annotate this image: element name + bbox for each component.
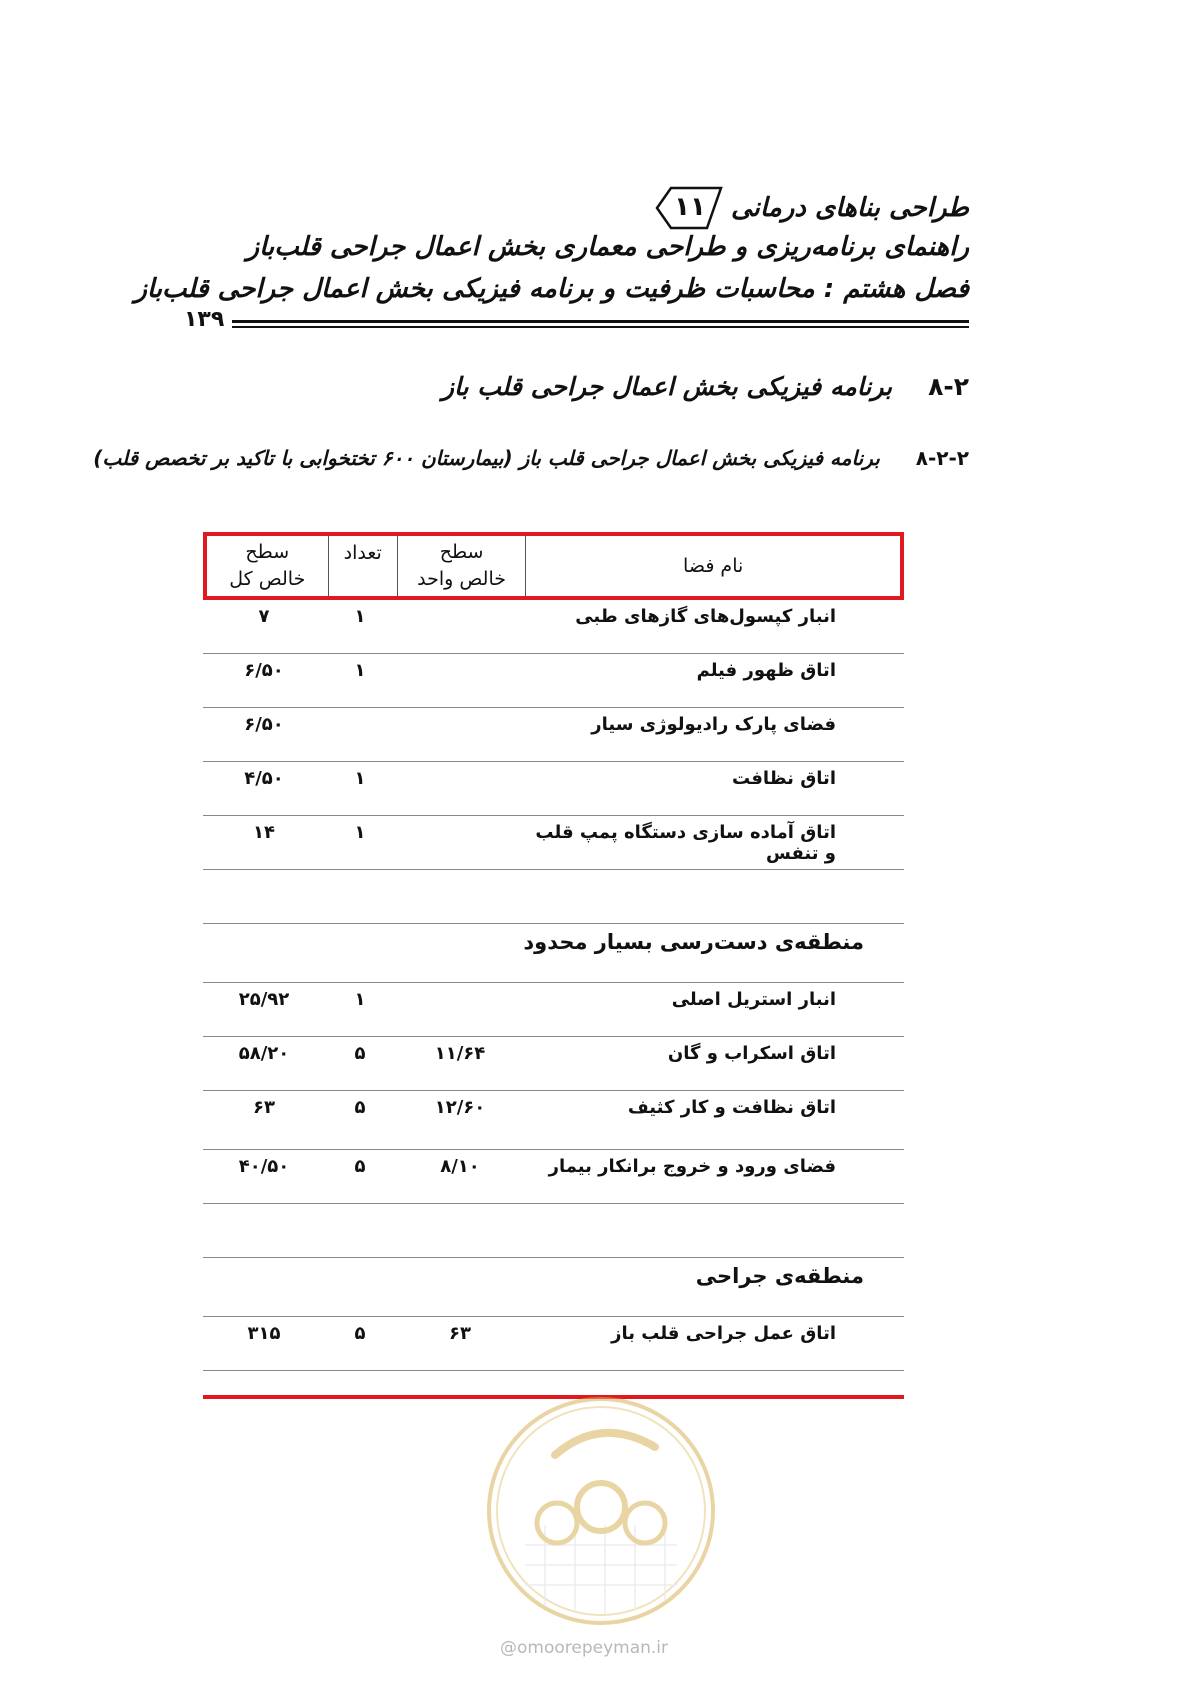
space-name-cell: اتاق عمل جراحی قلب باز: [611, 1323, 836, 1344]
watermark-logo-icon: [485, 1395, 717, 1627]
unit-area-cell: [395, 708, 525, 761]
unit-area-cell: [395, 762, 525, 815]
table-body-group-a: [203, 600, 904, 870]
table-row: [203, 654, 904, 708]
count-cell: ۱: [354, 768, 366, 789]
table-spacer-row: [203, 870, 904, 924]
unit-area-cell: [395, 654, 525, 707]
unit-area-cell: ۶۳: [449, 1323, 471, 1344]
total-area-cell: ۷: [258, 606, 270, 627]
count-cell: [325, 708, 395, 761]
space-name-cell: انبار استریل اصلی: [671, 989, 836, 1010]
total-area-cell: ۴۰/۵۰: [238, 1156, 290, 1177]
watermark-site: @omoorepeyman.ir: [500, 1638, 669, 1658]
table-row: [203, 816, 904, 870]
chapter-title: فصل هشتم : محاسبات ظرفیت و برنامه فیزیکی بخش اعمال جراحی قلب‌باز: [134, 274, 969, 304]
table-body-group-b: [203, 983, 904, 1204]
header-unit-area-line2: خالص واحد: [417, 568, 506, 590]
space-name-cell: فضای پارک رادیولوژی سیار: [591, 714, 836, 735]
table-row: [203, 1091, 904, 1150]
section-heading-1: [442, 372, 969, 401]
header-total-area-line2: خالص کل: [229, 568, 306, 590]
header-count: تعداد: [328, 536, 397, 596]
table-row: [203, 1317, 904, 1371]
header-total-area-line1: سطح: [245, 541, 290, 563]
table-row: [203, 1037, 904, 1091]
count-cell: ۱: [354, 606, 366, 627]
section-title-1: برنامه فیزیکی بخش اعمال جراحی قلب باز: [441, 372, 893, 401]
header-total-area: [207, 536, 328, 596]
space-name-cell: فضای ورود و خروج برانکار بیمار: [548, 1156, 836, 1177]
count-cell: ۵: [354, 1097, 366, 1118]
table-header: [203, 532, 904, 600]
space-name-cell: اتاق نظافت: [732, 768, 836, 789]
zone-heading-surgery: منطقه‌ی جراحی: [203, 1258, 904, 1317]
zone-heading-restricted: منطقه‌ی دست‌رسی بسیار محدود: [203, 924, 904, 983]
section-number-1: ۸-۲: [928, 372, 969, 401]
space-name-cell: اتاق آماده سازی دستگاه پمپ قلب و تنفس: [535, 822, 836, 864]
series-title-line: [655, 186, 969, 230]
header-rule-thin: [232, 326, 969, 328]
count-cell: ۱: [354, 660, 366, 681]
count-cell: ۵: [354, 1156, 366, 1177]
table-row: [203, 708, 904, 762]
total-area-cell: ۵۸/۲۰: [238, 1043, 290, 1064]
page-number: ۱۳۹: [184, 307, 225, 332]
total-area-cell: ۶/۵۰: [244, 660, 284, 681]
table-row: [203, 1150, 904, 1204]
header-rule-thick: [232, 320, 969, 323]
unit-area-cell: [395, 600, 525, 653]
total-area-cell: ۳۱۵: [247, 1323, 281, 1344]
volume-number: ۱۱: [674, 192, 706, 222]
total-area-cell: ۱۴: [253, 822, 275, 843]
space-name-cell: اتاق اسکراب و گان: [667, 1043, 836, 1064]
table-row: [203, 762, 904, 816]
count-cell: ۵: [354, 1043, 366, 1064]
unit-area-cell: ۸/۱۰: [440, 1156, 480, 1177]
count-cell: ۵: [354, 1323, 366, 1344]
count-cell: ۱: [354, 989, 366, 1010]
space-name-cell: اتاق نظافت و کار کثیف: [627, 1097, 836, 1118]
table-row: [203, 983, 904, 1037]
unit-area-cell: ۱۱/۶۴: [434, 1043, 486, 1064]
total-area-cell: ۴/۵۰: [244, 768, 284, 789]
section-title-2: برنامه فیزیکی بخش اعمال جراحی قلب باز (بیمارستان ۶۰۰ تختخوابی با تاکید بر تخصص قلب): [93, 446, 880, 470]
header-unit-area: [397, 536, 526, 596]
section-number-2: ۸-۲-۲: [915, 446, 969, 470]
total-area-cell: ۶/۵۰: [244, 714, 284, 735]
physical-program-table: [203, 532, 904, 1399]
count-cell: ۱: [354, 822, 366, 843]
volume-badge: [655, 186, 725, 230]
total-area-cell: ۲۵/۹۲: [238, 989, 290, 1010]
table-spacer-row: [203, 1204, 904, 1258]
space-name-cell: انبار کپسول‌های گازهای طبی: [575, 606, 836, 627]
book-title: راهنمای برنامه‌ریزی و طراحی معماری بخش اعمال جراحی قلب‌باز: [246, 232, 969, 262]
header-space-name: نام فضا: [525, 536, 900, 596]
table-body-group-c: [203, 1317, 904, 1371]
unit-area-cell: ۱۲/۶۰: [434, 1097, 486, 1118]
unit-area-cell: [395, 816, 525, 869]
total-area-cell: ۶۳: [253, 1097, 275, 1118]
space-name-cell: اتاق ظهور فیلم: [696, 660, 836, 681]
section-heading-2: [93, 446, 969, 470]
series-title: طراحی بناهای درمانی: [731, 193, 969, 223]
unit-area-cell: [395, 983, 525, 1036]
table-row: [203, 600, 904, 654]
header-unit-area-line1: سطح: [439, 541, 484, 563]
